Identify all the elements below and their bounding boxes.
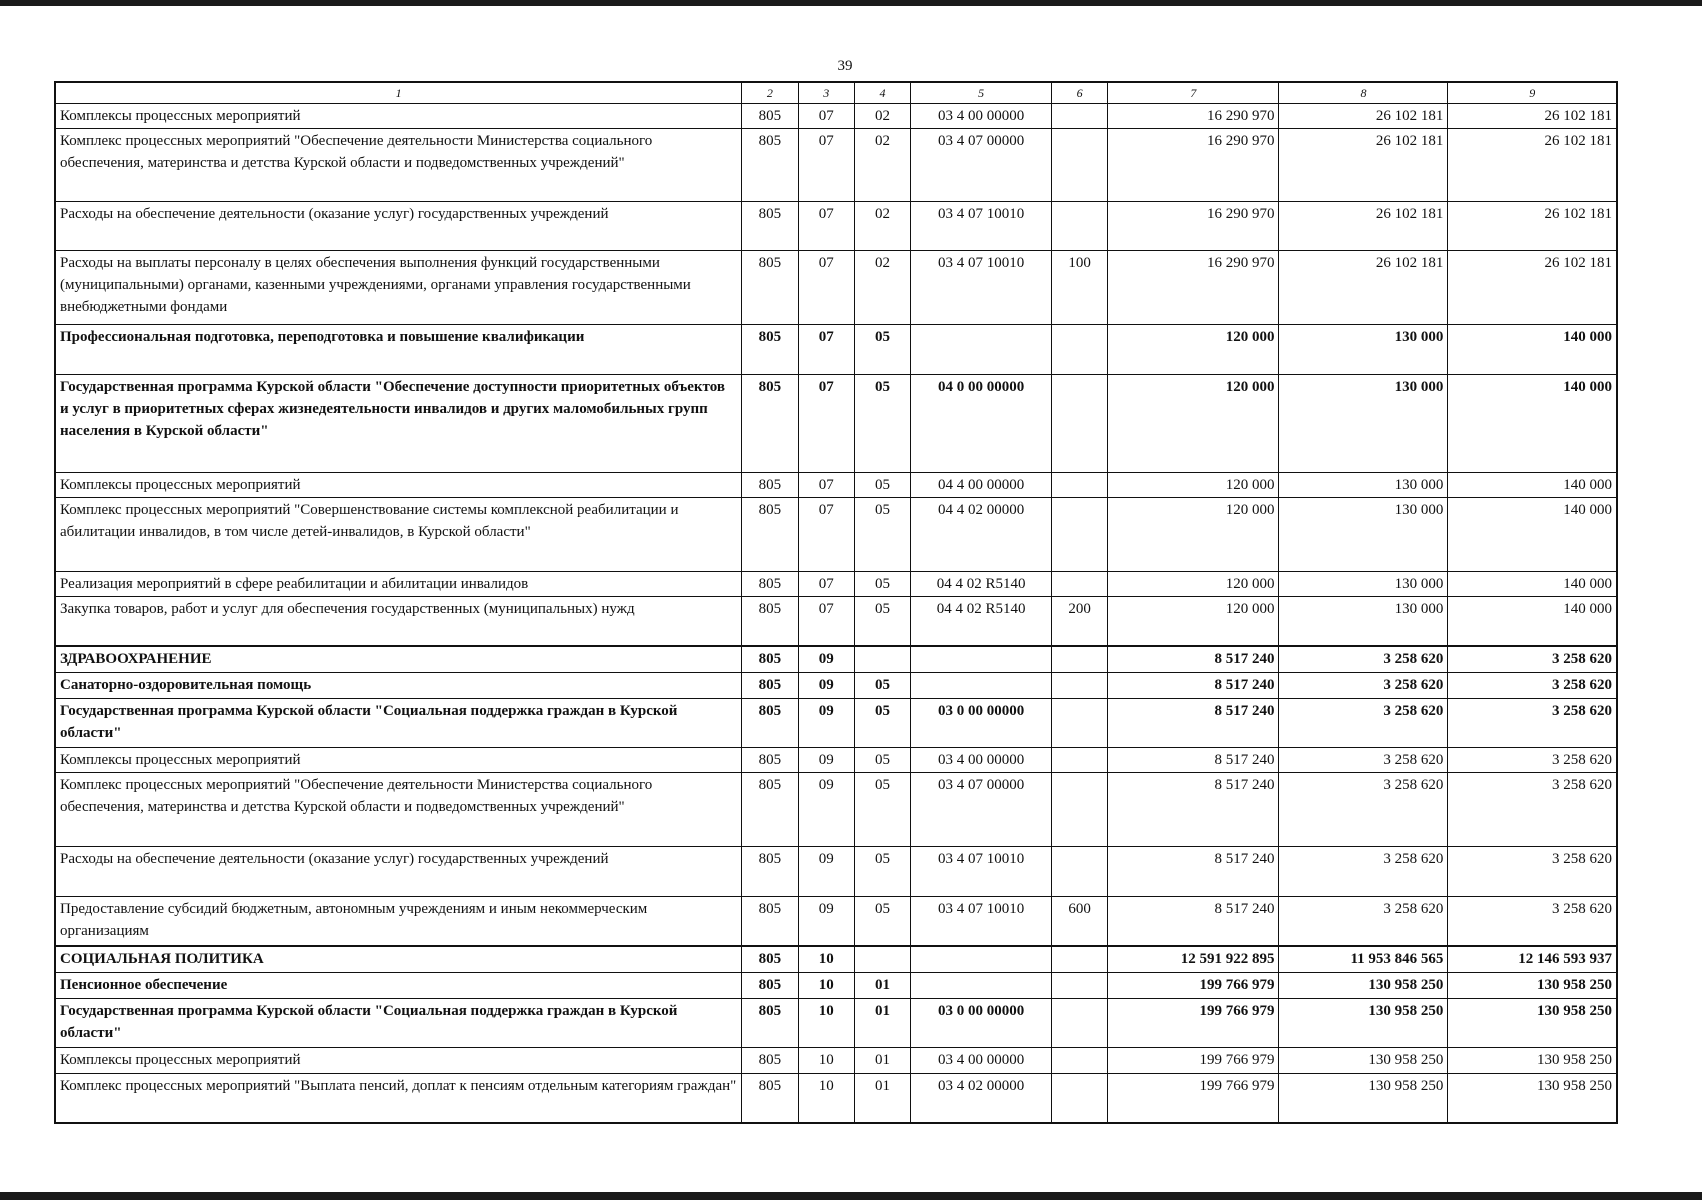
amount-year-1: 12 591 922 895 <box>1108 946 1279 973</box>
expense-type-code <box>1052 498 1108 572</box>
section-code: 09 <box>798 897 854 947</box>
section-code: 10 <box>798 999 854 1048</box>
table-row <box>55 498 1617 572</box>
amount-year-3: 26 102 181 <box>1448 129 1617 202</box>
amount-year-3: 26 102 181 <box>1448 104 1617 129</box>
amount-year-3: 140 000 <box>1448 498 1617 572</box>
ministry-code: 805 <box>742 104 798 129</box>
amount-year-2: 130 000 <box>1279 597 1448 647</box>
section-code: 09 <box>798 646 854 673</box>
subsection-code: 01 <box>854 999 910 1048</box>
ministry-code: 805 <box>742 202 798 251</box>
item-name: Предоставление субсидий бюджетным, автономным учреждениям и иным некоммерческим организациям <box>55 897 742 947</box>
amount-year-3: 26 102 181 <box>1448 202 1617 251</box>
amount-year-2: 130 000 <box>1279 473 1448 498</box>
item-name: Комплекс процессных мероприятий "Обеспечение деятельности Министерства социального обеспечения, материнства и детства Курской области и подведомственных учреждений" <box>55 773 742 847</box>
amount-year-3: 140 000 <box>1448 597 1617 647</box>
subsection-code: 01 <box>854 1048 910 1074</box>
expense-type-code <box>1052 999 1108 1048</box>
amount-year-1: 8 517 240 <box>1108 699 1279 748</box>
target-article-code: 04 4 02 00000 <box>911 498 1052 572</box>
scan-edge-top <box>0 0 1702 6</box>
col-header-5: 5 <box>911 82 1052 104</box>
amount-year-2: 3 258 620 <box>1279 748 1448 773</box>
expense-type-code <box>1052 104 1108 129</box>
target-article-code <box>911 673 1052 699</box>
target-article-code: 03 0 00 00000 <box>911 999 1052 1048</box>
amount-year-3: 3 258 620 <box>1448 646 1617 673</box>
table-row <box>55 1074 1617 1124</box>
subsection-code: 02 <box>854 129 910 202</box>
section-code: 07 <box>798 498 854 572</box>
item-name: Комплекс процессных мероприятий "Выплата пенсий, доплат к пенсиям отдельным категориям граждан" <box>55 1074 742 1124</box>
amount-year-3: 140 000 <box>1448 572 1617 597</box>
ministry-code: 805 <box>742 748 798 773</box>
item-name: Пенсионное обеспечение <box>55 973 742 999</box>
budget-table <box>54 81 1618 1124</box>
subsection-code: 02 <box>854 104 910 129</box>
item-name: ЗДРАВООХРАНЕНИЕ <box>55 646 742 673</box>
ministry-code: 805 <box>742 572 798 597</box>
target-article-code: 04 4 02 R5140 <box>911 572 1052 597</box>
section-code: 10 <box>798 1048 854 1074</box>
ministry-code: 805 <box>742 646 798 673</box>
section-code: 10 <box>798 1074 854 1124</box>
table-row <box>55 646 1617 673</box>
subsection-code: 05 <box>854 699 910 748</box>
expense-type-code <box>1052 973 1108 999</box>
section-code: 09 <box>798 847 854 897</box>
amount-year-3: 26 102 181 <box>1448 251 1617 325</box>
amount-year-1: 16 290 970 <box>1108 251 1279 325</box>
table-row <box>55 999 1617 1048</box>
col-header-2: 2 <box>742 82 798 104</box>
amount-year-3: 140 000 <box>1448 375 1617 473</box>
ministry-code: 805 <box>742 473 798 498</box>
section-code: 07 <box>798 473 854 498</box>
section-code: 07 <box>798 129 854 202</box>
section-code: 07 <box>798 325 854 375</box>
item-name: СОЦИАЛЬНАЯ ПОЛИТИКА <box>55 946 742 973</box>
ministry-code: 805 <box>742 673 798 699</box>
amount-year-3: 130 958 250 <box>1448 999 1617 1048</box>
subsection-code <box>854 946 910 973</box>
col-header-1: 1 <box>55 82 742 104</box>
amount-year-1: 120 000 <box>1108 375 1279 473</box>
table-body <box>55 104 1617 1124</box>
section-code: 07 <box>798 572 854 597</box>
ministry-code: 805 <box>742 375 798 473</box>
subsection-code: 05 <box>854 473 910 498</box>
target-article-code: 03 4 07 00000 <box>911 129 1052 202</box>
amount-year-2: 3 258 620 <box>1279 699 1448 748</box>
scan-edge-bottom <box>0 1192 1702 1200</box>
amount-year-1: 120 000 <box>1108 597 1279 647</box>
subsection-code: 01 <box>854 1074 910 1124</box>
item-name: Комплексы процессных мероприятий <box>55 748 742 773</box>
subsection-code: 02 <box>854 251 910 325</box>
amount-year-1: 8 517 240 <box>1108 673 1279 699</box>
target-article-code <box>911 325 1052 375</box>
target-article-code: 04 4 00 00000 <box>911 473 1052 498</box>
target-article-code: 03 4 02 00000 <box>911 1074 1052 1124</box>
section-code: 07 <box>798 202 854 251</box>
amount-year-2: 3 258 620 <box>1279 847 1448 897</box>
ministry-code: 805 <box>742 251 798 325</box>
amount-year-2: 130 000 <box>1279 375 1448 473</box>
col-header-7: 7 <box>1108 82 1279 104</box>
target-article-code: 03 4 07 10010 <box>911 202 1052 251</box>
col-header-6: 6 <box>1052 82 1108 104</box>
table-row <box>55 847 1617 897</box>
amount-year-3: 3 258 620 <box>1448 773 1617 847</box>
expense-type-code: 600 <box>1052 897 1108 947</box>
item-name: Расходы на обеспечение деятельности (оказание услуг) государственных учреждений <box>55 847 742 897</box>
expense-type-code <box>1052 129 1108 202</box>
expense-type-code <box>1052 202 1108 251</box>
section-code: 09 <box>798 748 854 773</box>
amount-year-3: 130 958 250 <box>1448 973 1617 999</box>
ministry-code: 805 <box>742 498 798 572</box>
section-code: 09 <box>798 699 854 748</box>
amount-year-3: 130 958 250 <box>1448 1048 1617 1074</box>
ministry-code: 805 <box>742 773 798 847</box>
target-article-code: 03 4 00 00000 <box>911 1048 1052 1074</box>
item-name: Закупка товаров, работ и услуг для обеспечения государственных (муниципальных) нужд <box>55 597 742 647</box>
table-row <box>55 597 1617 647</box>
table-row <box>55 1048 1617 1074</box>
amount-year-1: 120 000 <box>1108 498 1279 572</box>
expense-type-code <box>1052 1074 1108 1124</box>
table-row <box>55 773 1617 847</box>
table-row <box>55 251 1617 325</box>
amount-year-2: 3 258 620 <box>1279 897 1448 947</box>
expense-type-code <box>1052 748 1108 773</box>
target-article-code: 03 4 07 10010 <box>911 897 1052 947</box>
amount-year-2: 130 000 <box>1279 572 1448 597</box>
subsection-code: 05 <box>854 773 910 847</box>
amount-year-1: 120 000 <box>1108 473 1279 498</box>
item-name: Комплексы процессных мероприятий <box>55 1048 742 1074</box>
table-row <box>55 699 1617 748</box>
amount-year-1: 8 517 240 <box>1108 847 1279 897</box>
ministry-code: 805 <box>742 325 798 375</box>
amount-year-1: 8 517 240 <box>1108 897 1279 947</box>
expense-type-code <box>1052 946 1108 973</box>
amount-year-1: 120 000 <box>1108 572 1279 597</box>
item-name: Санаторно-оздоровительная помощь <box>55 673 742 699</box>
subsection-code: 05 <box>854 847 910 897</box>
subsection-code: 05 <box>854 673 910 699</box>
ministry-code: 805 <box>742 129 798 202</box>
subsection-code: 05 <box>854 325 910 375</box>
ministry-code: 805 <box>742 597 798 647</box>
amount-year-2: 3 258 620 <box>1279 673 1448 699</box>
item-name: Комплекс процессных мероприятий "Совершенствование системы комплексной реабилитации и абилитации инвалидов, в том числе детей-инвалидов, в Курской области" <box>55 498 742 572</box>
item-name: Расходы на выплаты персоналу в целях обеспечения выполнения функций государственными (муниципальными) органами, казенными учреждениями, органами управления государственными внебюджетными фондами <box>55 251 742 325</box>
expense-type-code <box>1052 847 1108 897</box>
subsection-code: 01 <box>854 973 910 999</box>
table-row <box>55 129 1617 202</box>
subsection-code: 05 <box>854 498 910 572</box>
subsection-code: 05 <box>854 748 910 773</box>
table-row <box>55 973 1617 999</box>
section-code: 09 <box>798 673 854 699</box>
section-code: 09 <box>798 773 854 847</box>
subsection-code: 05 <box>854 597 910 647</box>
target-article-code: 04 4 02 R5140 <box>911 597 1052 647</box>
target-article-code: 03 4 00 00000 <box>911 104 1052 129</box>
amount-year-3: 3 258 620 <box>1448 699 1617 748</box>
expense-type-code <box>1052 646 1108 673</box>
item-name: Комплексы процессных мероприятий <box>55 104 742 129</box>
amount-year-3: 3 258 620 <box>1448 847 1617 897</box>
amount-year-2: 130 958 250 <box>1279 1074 1448 1124</box>
table-row <box>55 673 1617 699</box>
subsection-code: 05 <box>854 897 910 947</box>
amount-year-1: 8 517 240 <box>1108 773 1279 847</box>
ministry-code: 805 <box>742 897 798 947</box>
amount-year-1: 16 290 970 <box>1108 202 1279 251</box>
col-header-8: 8 <box>1279 82 1448 104</box>
expense-type-code <box>1052 473 1108 498</box>
subsection-code: 05 <box>854 375 910 473</box>
amount-year-3: 3 258 620 <box>1448 897 1617 947</box>
amount-year-1: 199 766 979 <box>1108 999 1279 1048</box>
amount-year-3: 12 146 593 937 <box>1448 946 1617 973</box>
table-row <box>55 202 1617 251</box>
amount-year-3: 140 000 <box>1448 473 1617 498</box>
expense-type-code <box>1052 375 1108 473</box>
section-code: 10 <box>798 973 854 999</box>
subsection-code: 05 <box>854 572 910 597</box>
table-row <box>55 572 1617 597</box>
table-row <box>55 748 1617 773</box>
expense-type-code <box>1052 325 1108 375</box>
expense-type-code: 100 <box>1052 251 1108 325</box>
amount-year-2: 11 953 846 565 <box>1279 946 1448 973</box>
target-article-code <box>911 646 1052 673</box>
section-code: 07 <box>798 375 854 473</box>
subsection-code <box>854 646 910 673</box>
amount-year-3: 130 958 250 <box>1448 1074 1617 1124</box>
target-article-code: 03 0 00 00000 <box>911 699 1052 748</box>
amount-year-2: 130 000 <box>1279 498 1448 572</box>
ministry-code: 805 <box>742 1048 798 1074</box>
ministry-code: 805 <box>742 946 798 973</box>
amount-year-1: 8 517 240 <box>1108 646 1279 673</box>
table-row <box>55 375 1617 473</box>
amount-year-2: 26 102 181 <box>1279 129 1448 202</box>
col-header-9: 9 <box>1448 82 1617 104</box>
ministry-code: 805 <box>742 999 798 1048</box>
ministry-code: 805 <box>742 1074 798 1124</box>
item-name: Расходы на обеспечение деятельности (оказание услуг) государственных учреждений <box>55 202 742 251</box>
ministry-code: 805 <box>742 699 798 748</box>
amount-year-1: 16 290 970 <box>1108 129 1279 202</box>
amount-year-2: 26 102 181 <box>1279 251 1448 325</box>
amount-year-1: 199 766 979 <box>1108 1074 1279 1124</box>
ministry-code: 805 <box>742 973 798 999</box>
amount-year-2: 130 958 250 <box>1279 999 1448 1048</box>
amount-year-1: 8 517 240 <box>1108 748 1279 773</box>
target-article-code: 03 4 07 10010 <box>911 251 1052 325</box>
table-row <box>55 946 1617 973</box>
amount-year-3: 140 000 <box>1448 325 1617 375</box>
expense-type-code <box>1052 773 1108 847</box>
item-name: Реализация мероприятий в сфере реабилитации и абилитации инвалидов <box>55 572 742 597</box>
target-article-code <box>911 973 1052 999</box>
section-code: 07 <box>798 251 854 325</box>
expense-type-code: 200 <box>1052 597 1108 647</box>
col-header-4: 4 <box>854 82 910 104</box>
section-code: 10 <box>798 946 854 973</box>
amount-year-3: 3 258 620 <box>1448 748 1617 773</box>
item-name: Государственная программа Курской области "Обеспечение доступности приоритетных объектов и услуг в приоритетных сферах жизнедеятельности инвалидов и других маломобильных групп населения в Курской области" <box>55 375 742 473</box>
amount-year-2: 26 102 181 <box>1279 202 1448 251</box>
amount-year-2: 3 258 620 <box>1279 646 1448 673</box>
target-article-code: 03 4 07 00000 <box>911 773 1052 847</box>
amount-year-2: 130 958 250 <box>1279 1048 1448 1074</box>
target-article-code: 03 4 00 00000 <box>911 748 1052 773</box>
item-name: Государственная программа Курской области "Социальная поддержка граждан в Курской области" <box>55 699 742 748</box>
subsection-code: 02 <box>854 202 910 251</box>
header-row <box>55 82 1617 104</box>
section-code: 07 <box>798 104 854 129</box>
amount-year-1: 199 766 979 <box>1108 973 1279 999</box>
expense-type-code <box>1052 572 1108 597</box>
item-name: Комплекс процессных мероприятий "Обеспечение деятельности Министерства социального обеспечения, материнства и детства Курской области и подведомственных учреждений" <box>55 129 742 202</box>
amount-year-1: 120 000 <box>1108 325 1279 375</box>
target-article-code <box>911 946 1052 973</box>
table-row <box>55 104 1617 129</box>
page-number: 39 <box>837 58 853 74</box>
item-name: Комплексы процессных мероприятий <box>55 473 742 498</box>
amount-year-2: 130 958 250 <box>1279 973 1448 999</box>
item-name: Государственная программа Курской области "Социальная поддержка граждан в Курской области" <box>55 999 742 1048</box>
section-code: 07 <box>798 597 854 647</box>
expense-type-code <box>1052 673 1108 699</box>
ministry-code: 805 <box>742 847 798 897</box>
expense-type-code <box>1052 1048 1108 1074</box>
col-header-3: 3 <box>798 82 854 104</box>
table-row <box>55 325 1617 375</box>
amount-year-2: 130 000 <box>1279 325 1448 375</box>
amount-year-1: 16 290 970 <box>1108 104 1279 129</box>
table-row <box>55 473 1617 498</box>
target-article-code: 04 0 00 00000 <box>911 375 1052 473</box>
amount-year-3: 3 258 620 <box>1448 673 1617 699</box>
amount-year-2: 26 102 181 <box>1279 104 1448 129</box>
amount-year-2: 3 258 620 <box>1279 773 1448 847</box>
amount-year-1: 199 766 979 <box>1108 1048 1279 1074</box>
expense-type-code <box>1052 699 1108 748</box>
target-article-code: 03 4 07 10010 <box>911 847 1052 897</box>
table-row <box>55 897 1617 947</box>
item-name: Профессиональная подготовка, переподготовка и повышение квалификации <box>55 325 742 375</box>
